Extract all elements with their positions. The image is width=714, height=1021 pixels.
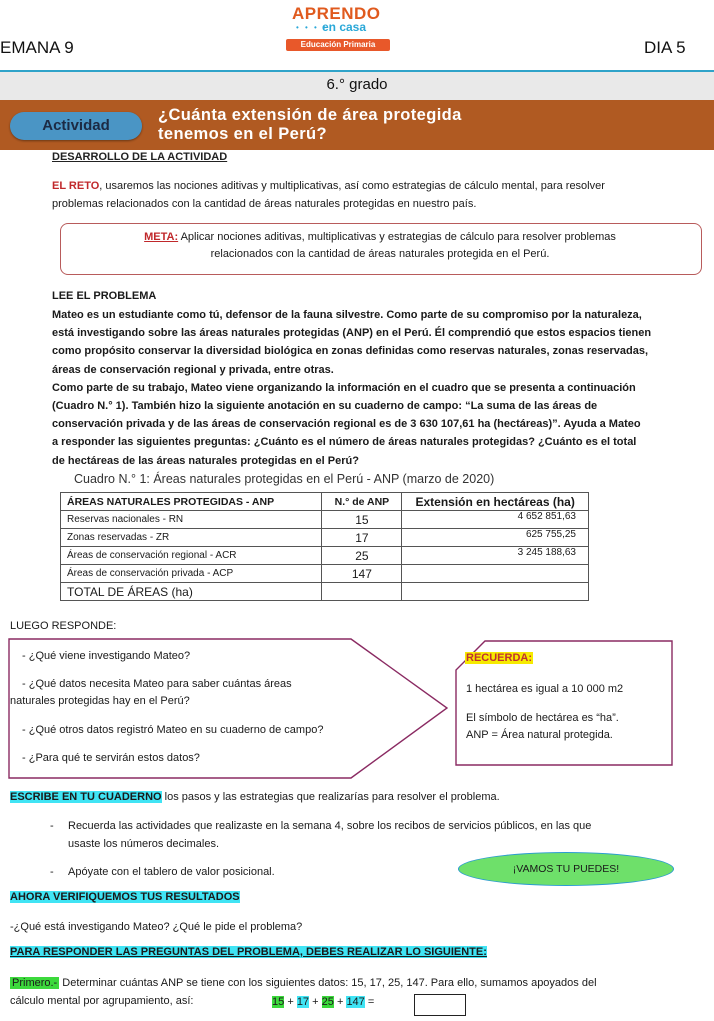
verify-heading [10,891,240,903]
table-cell: 3 245 188,63 [402,547,589,565]
meta-content [60,231,700,260]
logo-dots-decoration: • • • • [296,23,328,32]
sum-term: 25 [321,996,334,1008]
problem-line: Como parte de su trabajo, Mateo viene organizando la información en el cuadro que se presenta a continuación [52,381,636,394]
reto-text-line1: , usaremos las nociones aditivas y multiplicativas, así como estrategias de cálculo mental, para resolver [99,180,605,192]
table-header-cell: N.° de ANP [322,493,402,511]
table-row [61,547,589,565]
problem-text [52,306,708,470]
table-header-cell: ÁREAS NATURALES PROTEGIDAS - ANP [61,493,322,511]
questions-heading: LUEGO RESPONDE: [10,620,117,632]
development-heading: DESARROLLO DE LA ACTIVIDAD [52,151,228,163]
cuaderno-bullet-1-line2: usaste los números decimales. [68,838,220,850]
plus-sign: + [287,996,294,1008]
table-cell [402,565,589,583]
table-cell-empty [402,583,589,601]
plus-sign: + [336,996,344,1008]
cuaderno-text: los pasos y las estrategias que realizarías para resolver el problema. [161,791,500,803]
anp-table [60,492,589,601]
table-total-label: TOTAL DE ÁREAS (ha) [61,583,322,601]
steps-heading-text: PARA RESPONDER LAS PREGUNTAS DEL PROBLEMA, DEBES REALIZAR LO SIGUIENTE: [10,946,487,958]
recuerda-line-1: 1 hectárea es igual a 10 000 m2 [466,683,624,695]
verify-heading-text: AHORA VERIFIQUEMOS TUS RESULTADOS [10,891,240,903]
verify-question: -¿Qué está investigando Mateo? ¿Qué le pide el problema? [10,921,303,933]
cuaderno-bullet-2 [50,864,275,880]
recuerda-line-2: El símbolo de hectárea es “ha”. [466,712,619,724]
activity-title [158,106,698,144]
day-label: DIA 5 [644,38,686,57]
table-cell: Áreas de conservación privada - ACP [61,565,322,583]
recuerda-line-3: ANP = Área natural protegida. [466,729,613,741]
first-step-text: Determinar cuántas ANP se tiene con los siguientes datos: 15, 17, 25, 147. Para ello, sumamos apoyados del [59,977,597,989]
table-cell: 25 [322,547,402,565]
table-cell: 17 [322,529,402,547]
cuaderno-bullet-1-line1: Recuerda las actividades que realizaste en la semana 4, sobre los recibos de servicios públicos, en las que [68,820,592,832]
question-3: - ¿Qué otros datos registró Mateo en su cuaderno de campo? [22,724,324,736]
table-row [61,511,589,529]
table-cell: 4 652 851,63 [402,511,589,529]
first-step-line2: cálculo mental por agrupamiento, así: [10,995,194,1007]
problem-line: conservación privada y de las áreas de conservación regional es de 3 630 107,61 ha (hectáreas)”. Ayuda a Mateo [52,418,641,431]
table-cell-empty [322,583,402,601]
activity-pill: Actividad [10,112,142,140]
problem-line: de hectáreas de las áreas naturales protegidas en el Perú? [52,454,359,467]
meta-text-line2: relacionados con la cantidad de áreas naturales protegida en el Perú. [210,248,550,260]
table-row [61,565,589,583]
first-step-label: Primero.- [12,977,58,989]
logo-subtitle: en casa [322,20,367,34]
answer-box[interactable] [414,994,466,1016]
logo-title: APRENDO [292,4,381,23]
table-header-cell: Extensión en hectáreas (ha) [402,493,589,511]
bullet-dash: - [50,820,54,832]
question-2a: - ¿Qué datos necesita Mateo para saber cuántas áreas [22,678,292,690]
logo-band: Educación Primaria [286,39,390,51]
reto-paragraph [52,177,712,213]
sum-term: 15 [272,996,285,1008]
problem-line: como propósito conservar la diversidad biológica en zonas definidas como reservas naturales, zonas reservadas, [52,345,649,358]
table-cell: 147 [322,565,402,583]
week-label: EMANA 9 [0,38,74,57]
meta-text-line1: Aplicar nociones aditivas, multiplicativas y estrategias de cálculo para resolver problemas [178,231,616,243]
question-2b: naturales protegidas hay en el Perú? [10,695,190,707]
table-cell: Zonas reservadas - ZR [61,529,322,547]
activity-title-line2: tenemos en el Perú? [158,125,327,143]
cuaderno-instruction [10,791,500,803]
problem-line: está investigando sobre las áreas naturales protegidas (ANP) en el Perú. Él comprendió que estos espacios tienen [52,327,652,340]
cuaderno-label: ESCRIBE EN TU CUADERNO [10,791,162,803]
table-cell: 625 755,25 [402,529,589,547]
table-header-row [61,493,589,511]
sum-term: 17 [296,996,310,1008]
table-cell: Áreas de conservación regional - ACR [61,547,322,565]
table-total-row [61,583,589,601]
cuaderno-bullet-1 [50,818,591,852]
grade-label: 6.° grado [326,76,388,93]
table-caption: Cuadro N.° 1: Áreas naturales protegidas en el Perú - ANP (marzo de 2020) [74,472,495,486]
problem-heading: LEE EL PROBLEMA [52,290,157,302]
activity-title-line1: ¿Cuánta extensión de área protegida [158,106,462,124]
plus-sign: + [312,996,319,1008]
sum-term: 147 [346,996,365,1008]
reto-label: EL RETO [52,180,100,192]
cuaderno-bullet-2-text: Apóyate con el tablero de valor posicional. [68,866,275,878]
bullet-dash: - [50,866,54,878]
table-cell: 15 [322,511,402,529]
problem-line: áreas de conservación regional y privada, entre otras. [52,363,334,376]
question-4: - ¿Para qué te servirán estos datos? [22,752,200,764]
table-row [61,529,589,547]
cheer-bubble: ¡VAMOS TU PUEDES! [458,852,674,886]
problem-line: Mateo es un estudiante como tú, defensor de la fauna silvestre. Como parte de su compromiso por la naturaleza, [52,309,642,321]
sum-expression [272,996,374,1008]
reto-text-line2: problemas relacionados con la cantidad de áreas naturales protegidas en nuestro país. [52,198,477,210]
problem-line: (Cuadro N.° 1). También hizo la siguiente anotación en su cuaderno de campo: “La suma de las áreas de [52,400,598,413]
question-1: - ¿Qué viene investigando Mateo? [22,650,191,662]
problem-line: a responder las siguientes preguntas: ¿Cuánto es el número de áreas naturales protegidas? ¿Cuánto es el total [52,436,637,449]
recuerda-title: RECUERDA: [466,652,532,664]
table-cell: Reservas nacionales - RN [61,511,322,529]
meta-label: META: [144,231,179,243]
steps-heading [10,946,487,958]
equals-sign: = [367,996,375,1008]
